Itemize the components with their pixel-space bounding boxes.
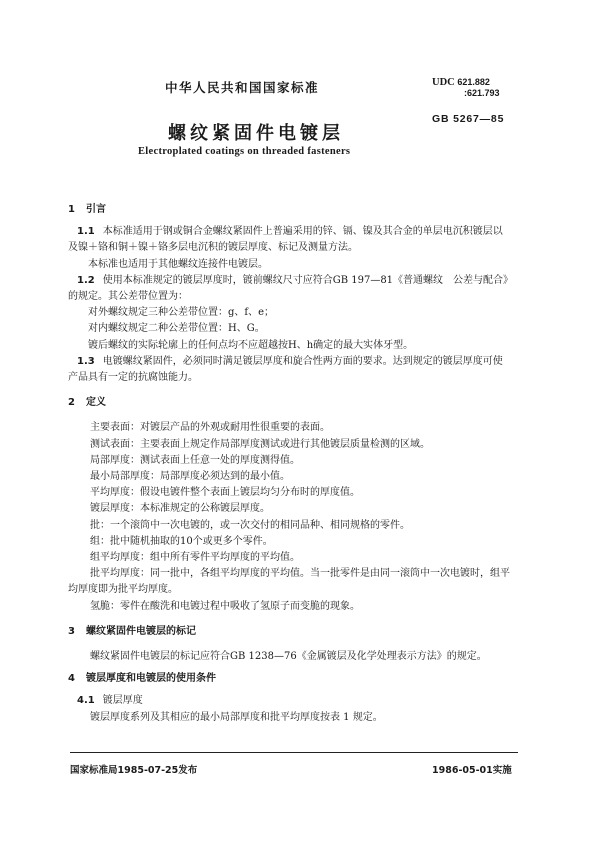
- definition-item: 平均厚度：假设电镀件整个表面上镀层均匀分布时的厚度值。: [90, 487, 360, 499]
- section-4-heading: [68, 671, 528, 687]
- footer-divider: [70, 752, 518, 753]
- document-subtitle-en: Electroplated coatings on threaded fasteners: [138, 146, 351, 157]
- section-number: 1: [68, 204, 75, 215]
- udc-classification: [432, 77, 500, 99]
- definition-item: 最小局部厚度：局部厚度必须达到的最小值。: [90, 471, 290, 483]
- section-title: 引言: [86, 204, 106, 215]
- clause-1-2: [68, 273, 528, 289]
- paragraph-line: 对外螺纹规定三种公差带位置：g、f、e；: [88, 307, 275, 319]
- section-title: 镀层厚度和电镀层的使用条件: [86, 673, 216, 685]
- paragraph-line: 对内螺纹规定二种公差带位置：H、G。: [88, 323, 265, 335]
- paragraph-line: 镀层厚度系列及其相应的最小局部厚度和批平均厚度按表 1 规定。: [90, 711, 383, 723]
- clause-1-1: [68, 224, 528, 240]
- effective-date: 1986-05-01实施: [432, 765, 512, 776]
- paragraph-text: 使用本标准规定的镀层厚度时，镀前螺纹尺寸应符合GB 197—81《普通螺纹 公差与配合》: [102, 274, 514, 286]
- issue-date: 国家标准局1985-07-25发布: [70, 765, 198, 776]
- clause-number: 1.3: [77, 355, 95, 367]
- section-title: 定义: [86, 397, 106, 409]
- definition-continuation: 均厚度即为批平均厚度。: [68, 584, 178, 596]
- paragraph-line: 螺纹紧固件电镀层的标记应符合GB 1238—76《金属镀层及化学处理表示方法》的规定。: [90, 651, 487, 663]
- clause-number: 1.1: [77, 226, 95, 238]
- section-title: 螺纹紧固件电镀层的标记: [86, 625, 196, 637]
- udc-number-2: :621.793: [464, 88, 500, 98]
- paragraph-text: 本标准适用于钢或铜合金螺纹紧固件上普遍采用的锌、镉、镍及其合金的单层电沉积镀层以: [102, 226, 503, 238]
- section-number: 4: [68, 673, 75, 685]
- definition-item: 主要表面：对镀层产品的外观或耐用性很重要的表面。: [90, 422, 330, 434]
- udc-number-1: 621.882: [457, 77, 490, 87]
- paragraph-line: 产品具有一定的抗腐蚀能力。: [68, 372, 198, 384]
- clause-number: 4.1: [77, 695, 95, 707]
- paragraph-line: 及镍＋铬和铜＋镍＋铬多层电沉积的镀层厚度、标记及测量方法。: [68, 242, 358, 254]
- clause-title: 镀层厚度: [102, 695, 143, 707]
- paragraph-line: 的规定。其公差带位置为：: [68, 291, 188, 302]
- definition-item: 批平均厚度：同一批中，各组平均厚度的平均值。当一批零件是由同一滚筒中一次电镀时，组平: [90, 568, 510, 580]
- section-number: 3: [68, 625, 75, 637]
- document-title: 螺纹紧固件电镀层: [168, 123, 344, 144]
- clause-4-1: [68, 693, 528, 709]
- section-1-heading: [68, 202, 528, 218]
- gb-standard-code: GB 5267—85: [432, 113, 505, 125]
- paragraph-line: 镀后螺纹的实际轮廓上的任何点均不应超越按H、h确定的最大实体牙型。: [88, 339, 414, 351]
- document-body: [68, 202, 528, 726]
- clause-number: 1.2: [77, 274, 95, 286]
- udc-label: UDC: [432, 77, 455, 88]
- paragraph-line: 本标准也适用于其他螺纹连接件电镀层。: [88, 258, 268, 270]
- definition-item: 氢脆：零件在酸洗和电镀过程中吸收了氢原子而变脆的现象。: [90, 600, 360, 612]
- definition-item: 局部厚度：测试表面上任意一处的厚度测得值。: [90, 454, 300, 466]
- section-2-heading: [68, 395, 528, 411]
- definition-item: 批：一个滚筒中一次电镀的，或一次交付的相同品种、相同规格的零件。: [90, 519, 410, 531]
- section-3-heading: [68, 624, 528, 640]
- standard-name: 中华人民共和国国家标准: [165, 80, 320, 95]
- definition-item: 镀层厚度：本标准规定的公称镀层厚度。: [90, 503, 270, 515]
- paragraph-text: 电镀螺纹紧固件，必须同时满足镀层厚度和旋合性两方面的要求。达到规定的镀层厚度可使: [102, 355, 503, 367]
- definition-item: 组平均厚度：组中所有零件平均厚度的平均值。: [90, 552, 300, 564]
- clause-1-3: [68, 354, 528, 370]
- definition-item: 组：批中随机抽取的10个或更多个零件。: [90, 535, 273, 547]
- definition-item: 测试表面：主要表面上规定作局部厚度测试或进行其他镀层质量检测的区域。: [90, 438, 430, 450]
- section-number: 2: [68, 397, 75, 409]
